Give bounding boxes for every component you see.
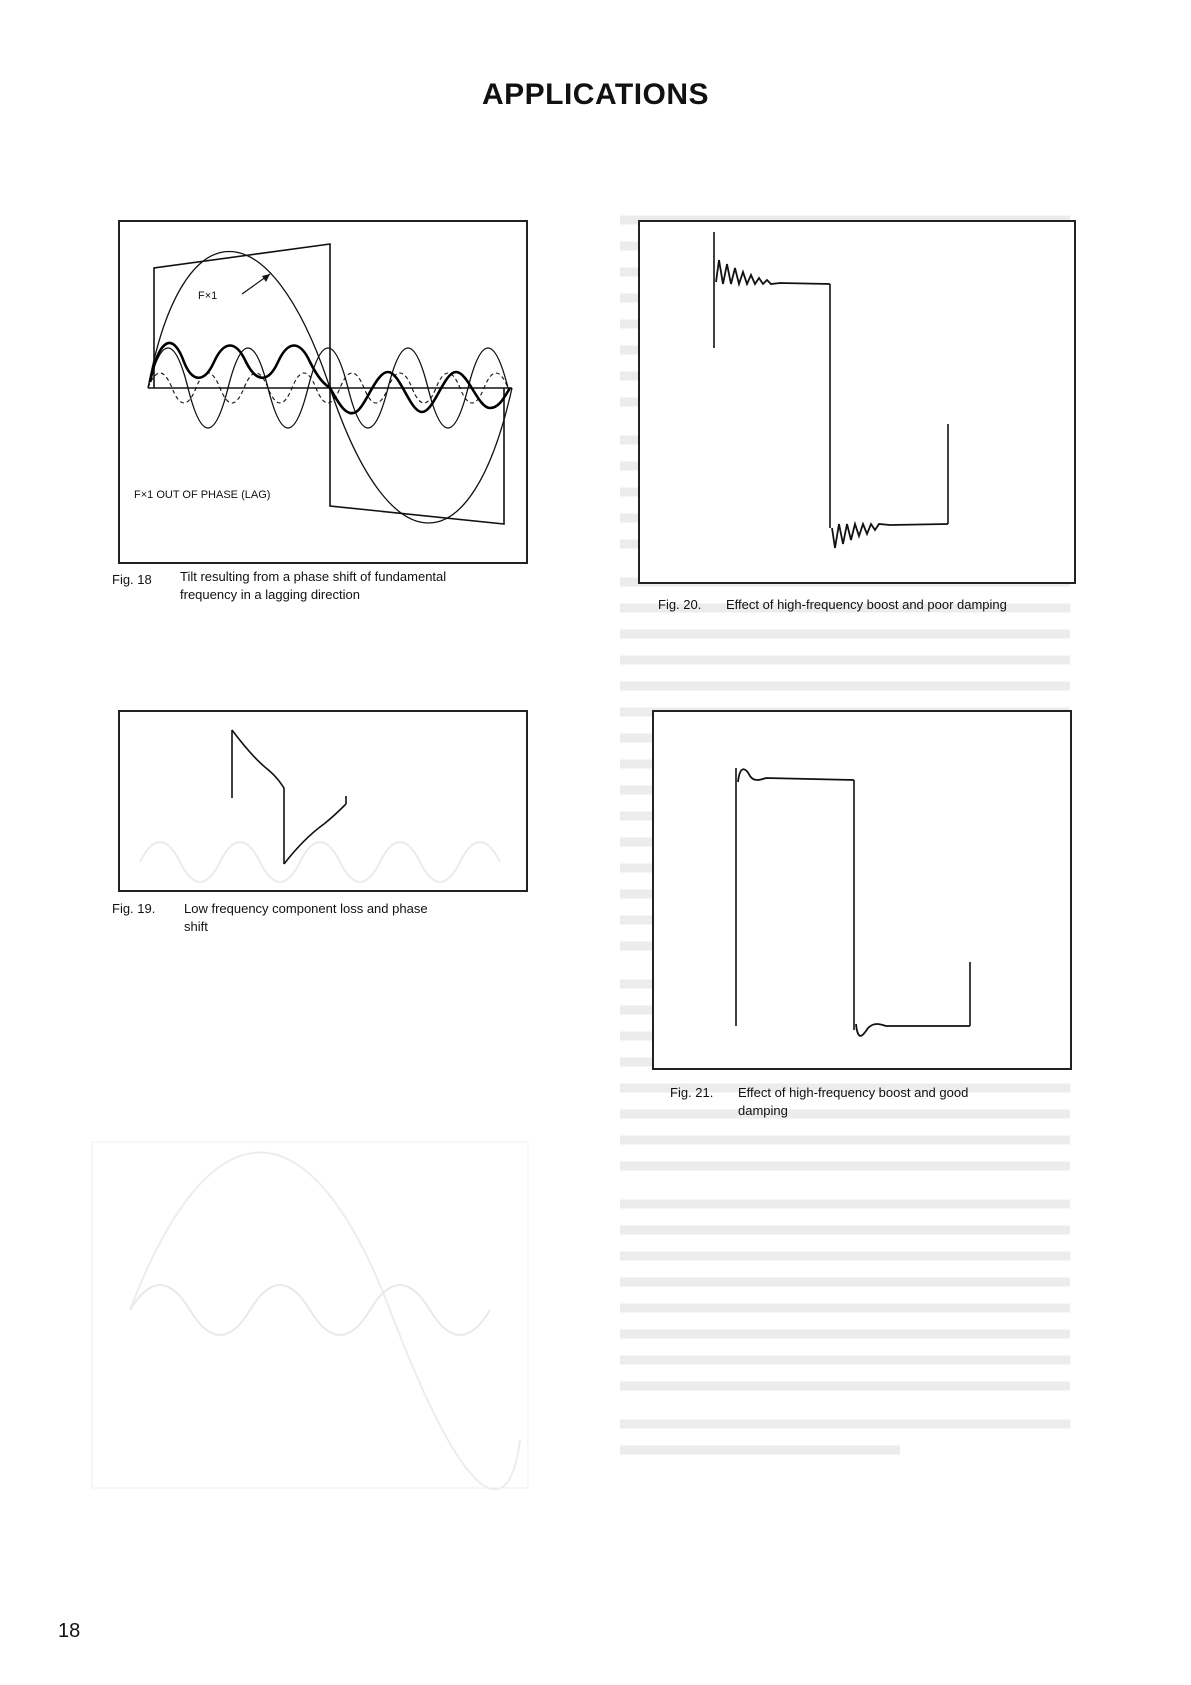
figure-21 (652, 710, 1072, 1070)
fig19-decay-top (232, 730, 284, 788)
bleed-through-figure-art (90, 1140, 530, 1490)
figure-20-caption (658, 596, 1068, 614)
fig18-arrowhead (262, 274, 270, 282)
fig21-bottom-overshoot (856, 1024, 970, 1036)
figure-21-number: Fig. 21. (670, 1085, 714, 1100)
figure-19-caption-text: Low frequency component loss and phase shift (184, 901, 428, 934)
fig19-bleed-wave (140, 842, 500, 882)
figure-20-caption-text: Effect of high-frequency boost and poor damping (726, 597, 1007, 612)
fig18-label-fx1: F×1 (198, 290, 218, 302)
figure-18-drawing (120, 222, 526, 562)
figure-19 (118, 710, 528, 892)
bleed-through-figure (90, 1140, 530, 1490)
page-number: 18 (58, 1620, 81, 1642)
figure-20-number: Fig. 20. (658, 597, 702, 612)
fig18-label-out-of-phase: F×1 OUT OF PHASE (LAG) (134, 489, 271, 501)
figure-20 (638, 220, 1076, 584)
figure-19-caption (112, 900, 502, 936)
figure-18-number: Fig. 18 (112, 572, 152, 587)
figure-21-caption (670, 1084, 1070, 1120)
figure-19-number: Fig. 19. (112, 901, 156, 916)
figure-21-drawing (654, 712, 1070, 1068)
figure-21-caption-text: Effect of high-frequency boost and good damping (738, 1085, 969, 1118)
fig20-top-ringing (716, 260, 830, 284)
fig21-top-overshoot (738, 769, 854, 782)
figure-18-caption (112, 568, 502, 604)
figure-19-drawing (120, 712, 526, 890)
figure-18-caption-text: Tilt resulting from a phase shift of fundamental frequency in a lagging direction (180, 569, 447, 602)
fig18-square-positive (154, 244, 330, 388)
fig20-bottom-ringing (832, 524, 948, 548)
page-title: APPLICATIONS (481, 78, 710, 111)
figure-20-drawing (640, 222, 1074, 582)
figure-18 (118, 220, 528, 564)
